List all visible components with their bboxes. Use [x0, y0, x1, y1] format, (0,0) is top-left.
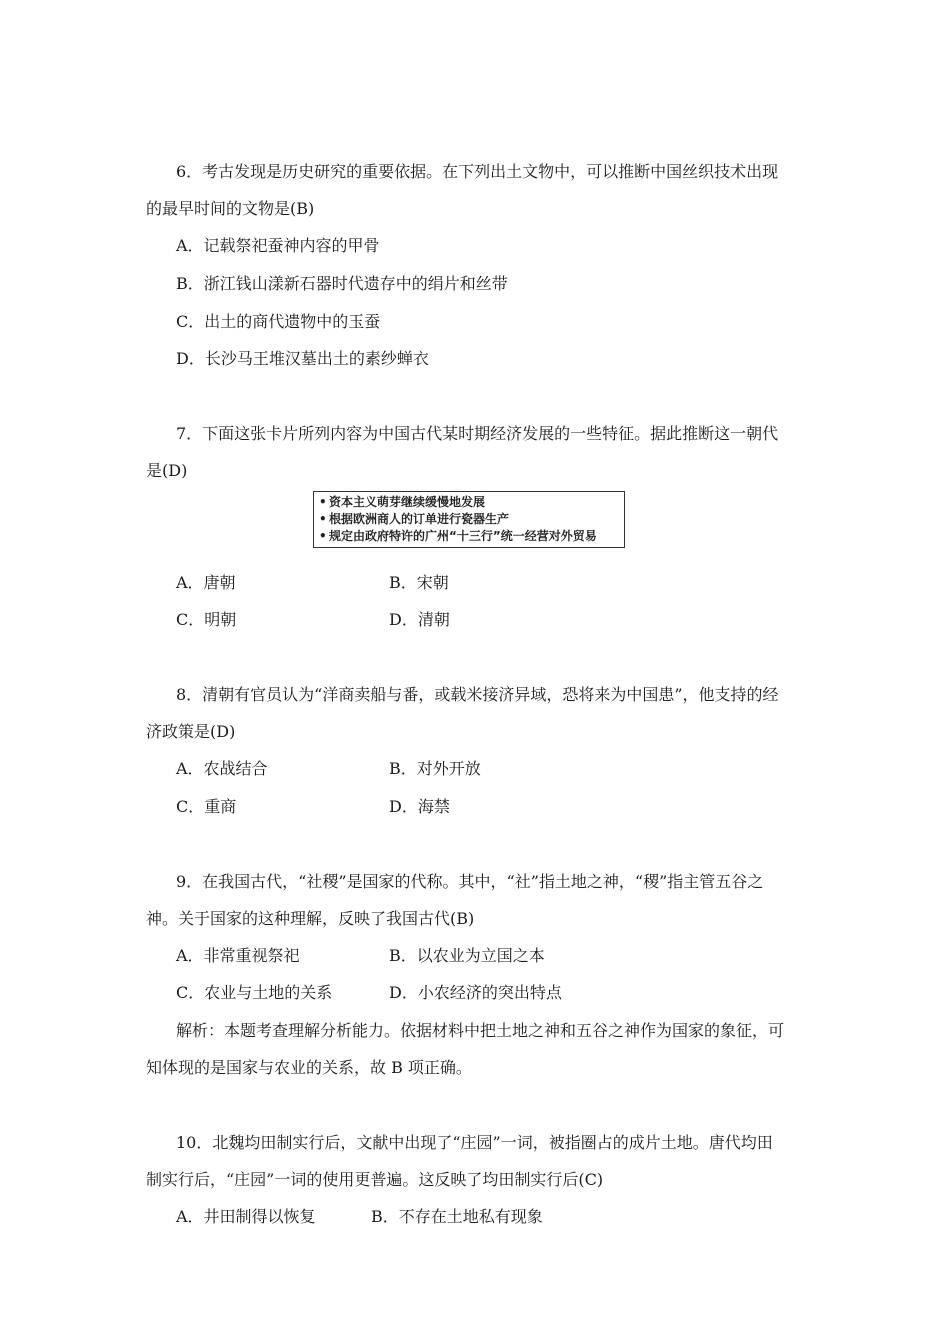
q6-option-c: C．出土的商代遗物中的玉蚕: [176, 312, 381, 331]
q9-analysis-line-2: 知体现的是国家与农业的关系，故 B 项正确。: [146, 1058, 472, 1077]
q10-stem-line-2: 制实行后，“庄园”一词的使用更普遍。这反映了均田制实行后(C): [146, 1170, 604, 1189]
q7-option-a: A．唐朝: [176, 573, 236, 592]
q9-stem-line-2: 神。关于国家的这种理解，反映了我国古代(B): [146, 909, 475, 928]
q9-stem-line-1: 9．在我国古代，“社稷”是国家的代称。其中，“社”指土地之神，“稷”指主管五谷之: [176, 872, 764, 891]
q9-option-a: A．非常重视祭祀: [176, 946, 300, 965]
q7-stem-line-1: 7．下面这张卡片所列内容为中国古代某时期经济发展的一些特征。据此推断这一朝代: [176, 424, 779, 443]
q7-option-d: D．清朝: [389, 610, 450, 629]
q10-stem-line-1: 10．北魏均田制实行后，文献中出现了“庄园”一词，被指圈占的成片土地。唐代均田: [176, 1133, 773, 1152]
q10-option-a: A．井田制得以恢复: [176, 1207, 316, 1226]
q7-option-b: B．宋朝: [389, 573, 449, 592]
q6-option-a: A．记载祭祀蚕神内容的甲骨: [176, 236, 380, 255]
bullet-icon: •: [319, 512, 327, 526]
q8-option-a: A．农战结合: [176, 759, 268, 778]
q9-option-c: C．农业与土地的关系: [176, 983, 333, 1002]
q8-option-c: C．重商: [176, 797, 237, 816]
q6-stem-line-2: 的最早时间的文物是(B): [146, 199, 315, 218]
q7-card-item-3: • 规定由政府特许的广州“十三行”统一经营对外贸易: [319, 529, 597, 543]
q10-option-b: B．不存在土地私有现象: [371, 1207, 543, 1226]
q9-option-d: D．小农经济的突出特点: [389, 983, 562, 1002]
q7-card-item-1: • 资本主义萌芽继续缓慢地发展: [319, 495, 486, 509]
q6-option-b: B．浙江钱山漾新石器时代遗存中的绢片和丝带: [176, 274, 508, 293]
bullet-icon: •: [319, 529, 327, 543]
q6-stem-line-1: 6．考古发现是历史研究的重要依据。在下列出土文物中，可以推断中国丝织技术出现: [176, 162, 779, 181]
bullet-icon: •: [319, 495, 327, 509]
q6-option-d: D．长沙马王堆汉墓出土的素纱蝉衣: [176, 349, 429, 368]
q8-option-b: B．对外开放: [389, 759, 481, 778]
q8-stem-line-1: 8．清朝有官员认为“洋商卖船与番，或载米接济异域，恐将来为中国患”，他支持的经: [176, 685, 779, 704]
q7-option-c: C．明朝: [176, 610, 237, 629]
q7-stem-line-2: 是(D): [146, 461, 188, 480]
q7-card-item-2: • 根据欧洲商人的订单进行瓷器生产: [319, 512, 510, 526]
q8-stem-line-2: 济政策是(D): [146, 722, 236, 741]
q9-analysis-line-1: 解析：本题考查理解分析能力。依据材料中把土地之神和五谷之神作为国家的象征，可: [176, 1021, 785, 1040]
q7-feature-card: [313, 491, 625, 548]
q8-option-d: D．海禁: [389, 797, 450, 816]
q9-option-b: B．以农业为立国之本: [389, 946, 545, 965]
